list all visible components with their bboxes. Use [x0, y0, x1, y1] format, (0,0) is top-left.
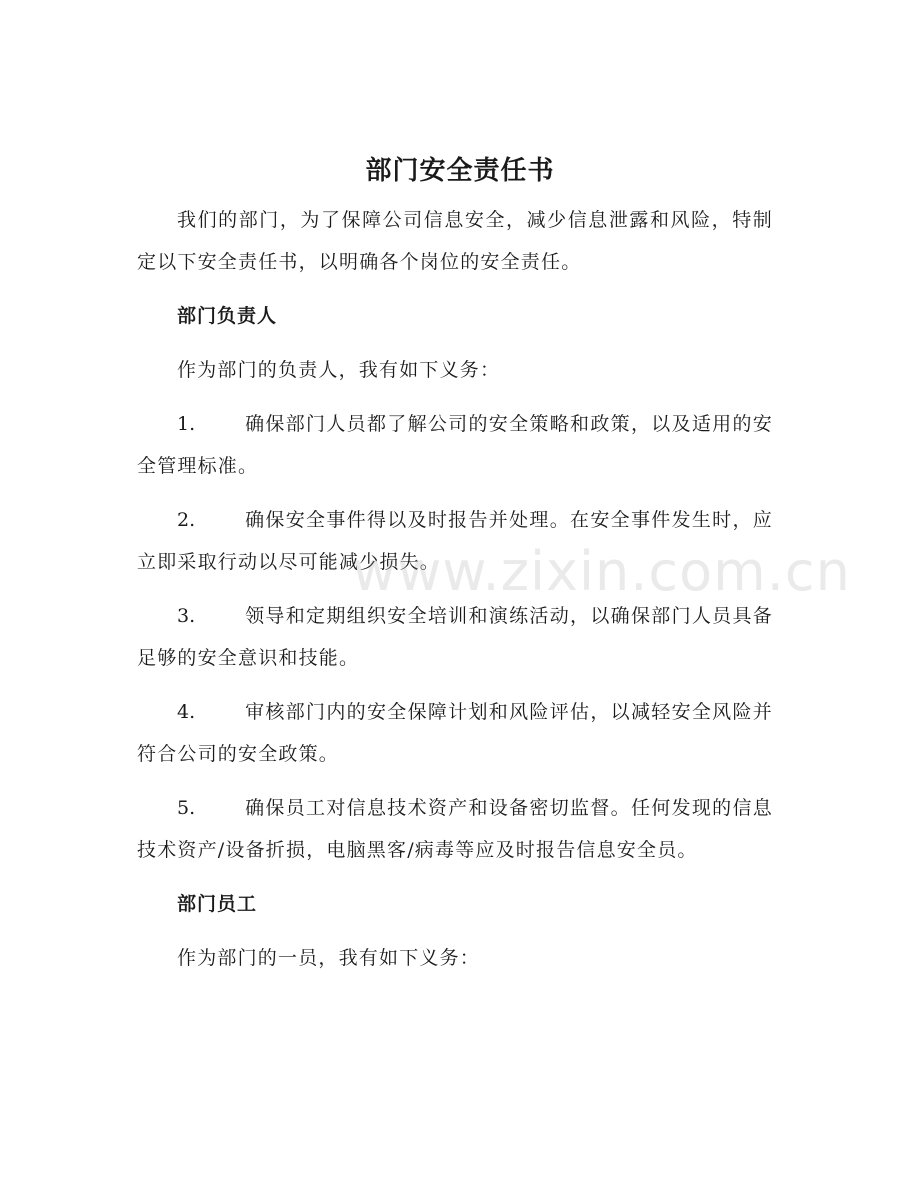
document-body: [137, 199, 773, 991]
list-item: [137, 691, 773, 775]
list-item-text: 审核部门内的安全保障计划和风险评估，以减轻安全风险并符合公司的安全政策。: [137, 701, 773, 765]
watermark: www.zixin.com.cn: [352, 540, 851, 603]
list-item-text: 确保员工对信息技术资产和设备密切监督。任何发现的信息技术资产/设备折损，电脑黑客/病毒等应及时报告信息安全员。: [137, 797, 773, 861]
list-item-text: 确保安全事件得以及时报告并处理。在安全事件发生时，应立即采取行动以尽可能减少损失。: [137, 509, 773, 573]
list-item: [137, 499, 773, 583]
list-item-number: 4.: [177, 701, 196, 723]
section-heading-staff: 部门员工: [177, 893, 258, 915]
list-item-text: 领导和定期组织安全培训和演练活动，以确保部门人员具备足够的安全意识和技能。: [137, 605, 773, 669]
intro-paragraph: 我们的部门，为了保障公司信息安全，减少信息泄露和风险，特制定以下安全责任书，以明确各个岗位的安全责任。: [137, 209, 773, 273]
section-lead-manager: 作为部门的负责人，我有如下义务：: [177, 359, 501, 381]
list-item: [137, 403, 773, 487]
list-item-number: 5.: [177, 797, 196, 819]
list-item-number: 2.: [177, 509, 196, 531]
section-lead-staff: 作为部门的一员，我有如下义务：: [177, 947, 481, 969]
document-title: 部门安全责任书: [365, 156, 555, 186]
list-item-number: 1.: [177, 413, 196, 435]
list-item: [137, 787, 773, 871]
list-item: [137, 595, 773, 679]
list-item-number: 3.: [177, 605, 196, 627]
section-heading-manager: 部门负责人: [177, 305, 278, 327]
list-item-text: 确保部门人员都了解公司的安全策略和政策，以及适用的安全管理标准。: [137, 413, 773, 477]
